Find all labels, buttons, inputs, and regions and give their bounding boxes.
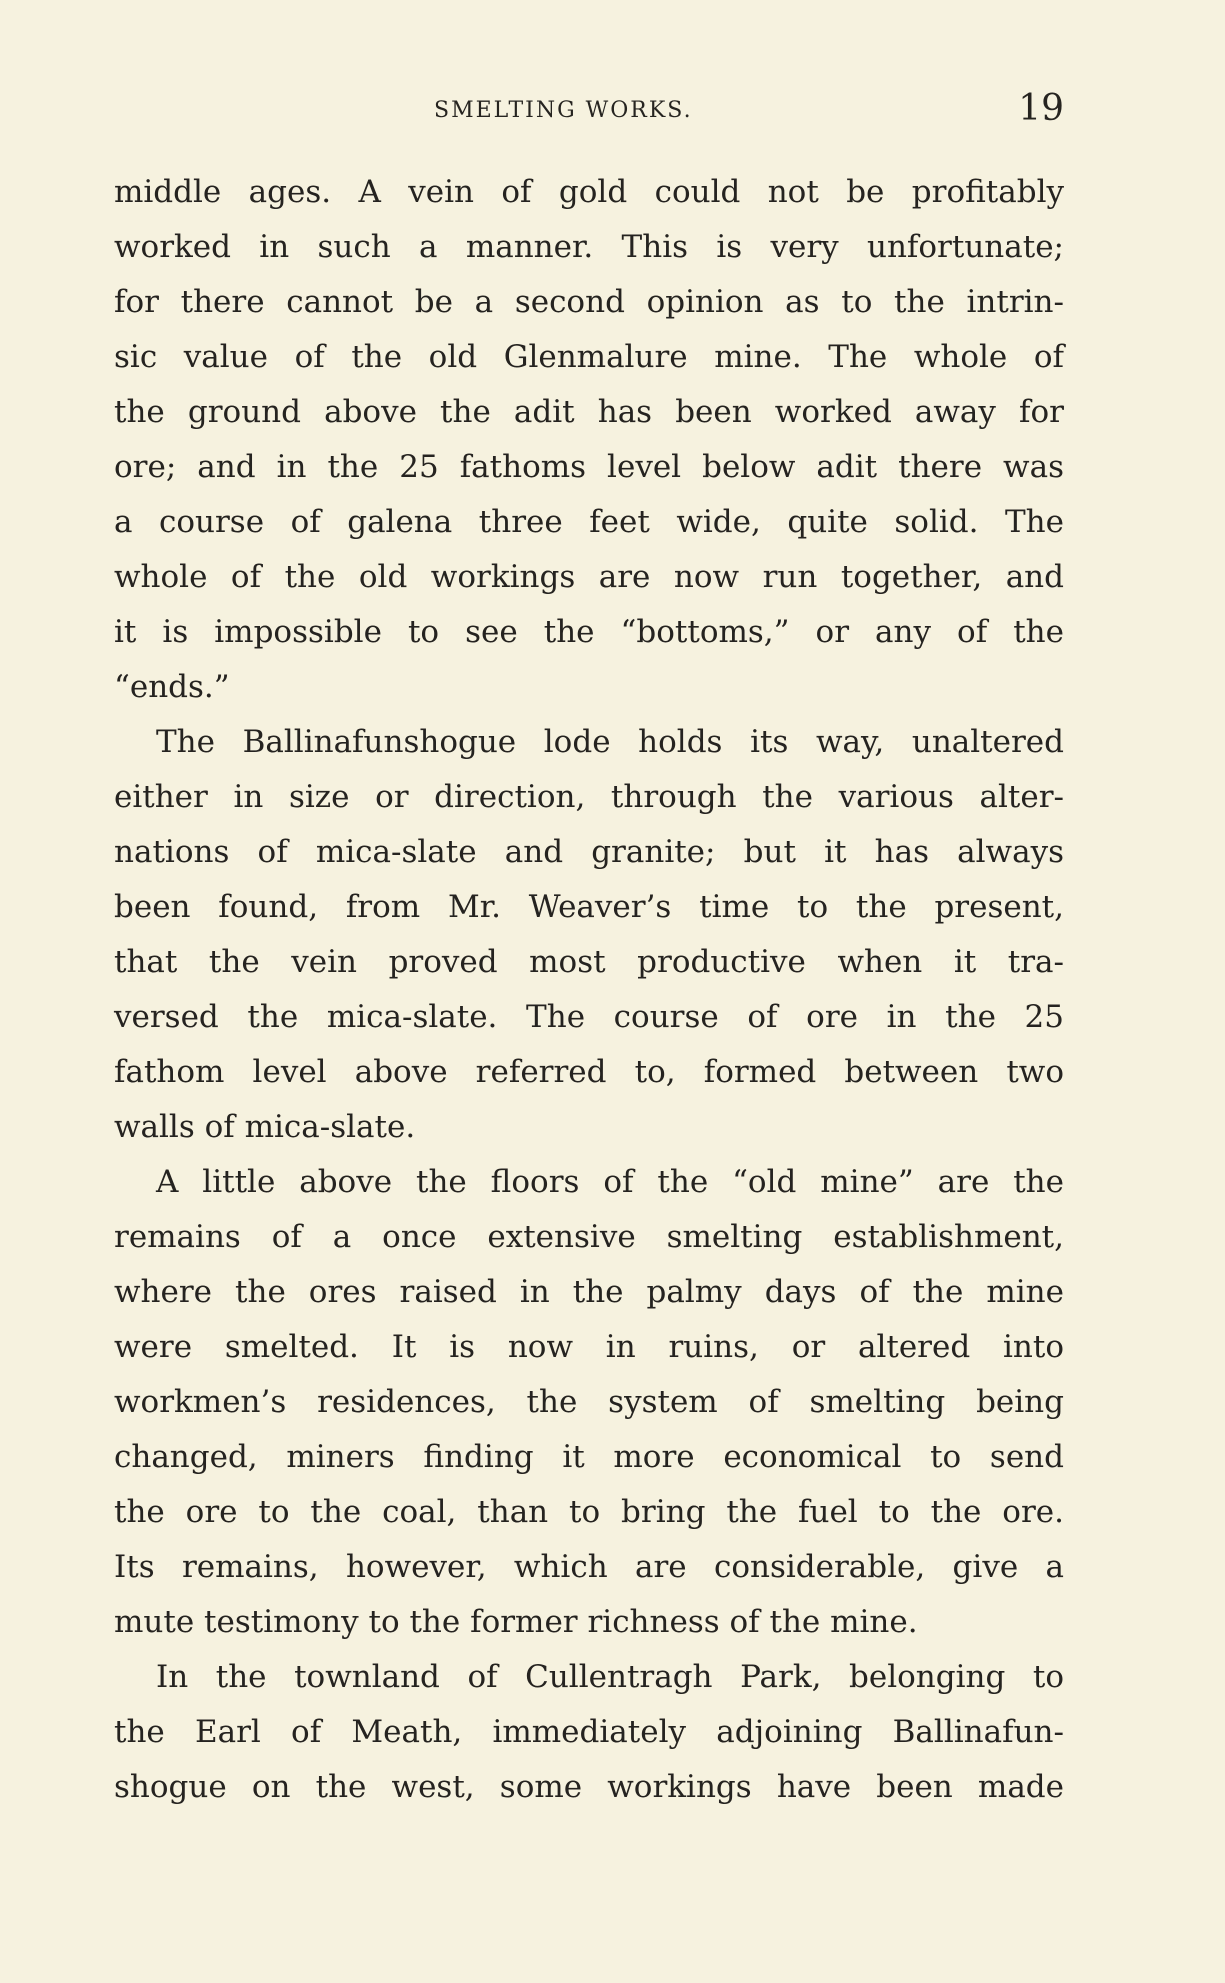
text-line: been found, from Mr. Weaver’s time to the present, [114, 889, 1064, 925]
text-line: shogue on the west, some workings have been made [114, 1769, 1064, 1805]
text-line: that the vein proved most productive when it tra- [114, 944, 1064, 980]
text-line: middle ages. A vein of gold could not be profitably [114, 174, 1064, 210]
paragraph [114, 165, 1064, 715]
paragraph [114, 1650, 1064, 1815]
text-line: a course of galena three feet wide, quite solid. The [114, 504, 1064, 540]
running-title: SMELTING WORKS. [434, 98, 693, 123]
text-line: fathom level above referred to, formed between two [114, 1054, 1064, 1090]
text-line: for there cannot be a second opinion as to the intrin- [114, 284, 1064, 320]
text-line: worked in such a manner. This is very unfortunate; [114, 229, 1064, 265]
text-line: ore; and in the 25 fathoms level below adit there was [114, 449, 1064, 485]
text-line: changed, miners finding it more economical to send [114, 1439, 1064, 1475]
text-line: walls of mica-slate. [114, 1109, 416, 1145]
text-line: mute testimony to the former richness of the mine. [114, 1604, 918, 1640]
running-head [114, 88, 1064, 128]
text-line: The Ballinafunshogue lode holds its way, unaltered [156, 724, 1064, 760]
text-line: the ore to the coal, than to bring the fuel to the ore. [114, 1494, 1064, 1530]
body-text [114, 165, 1064, 1815]
text-line: “ends.” [114, 669, 230, 705]
text-line: Its remains, however, which are considerable, give a [114, 1549, 1064, 1585]
text-line: nations of mica-slate and granite; but it has always [114, 834, 1064, 870]
text-line: versed the mica-slate. The course of ore in the 25 [114, 999, 1064, 1035]
text-line: remains of a once extensive smelting establishment, [114, 1219, 1064, 1255]
text-line: where the ores raised in the palmy days of the mine [114, 1274, 1064, 1310]
page-number: 19 [1018, 88, 1064, 129]
text-line: it is impossible to see the “bottoms,” or any of the [114, 614, 1064, 650]
text-line: sic value of the old Glenmalure mine. The whole of [114, 339, 1064, 375]
text-line: In the townland of Cullentragh Park, belonging to [156, 1659, 1064, 1695]
text-line: A little above the floors of the “old mine” are the [156, 1164, 1064, 1200]
text-line: the ground above the adit has been worked away for [114, 394, 1064, 430]
text-line: either in size or direction, through the various alter- [114, 779, 1064, 815]
text-line: the Earl of Meath, immediately adjoining Ballinafun- [114, 1714, 1064, 1750]
paragraph [114, 715, 1064, 1155]
text-line: were smelted. It is now in ruins, or altered into [114, 1329, 1064, 1365]
text-line: workmen’s residences, the system of smelting being [114, 1384, 1064, 1420]
text-line: whole of the old workings are now run together, and [114, 559, 1064, 595]
paragraph [114, 1155, 1064, 1650]
